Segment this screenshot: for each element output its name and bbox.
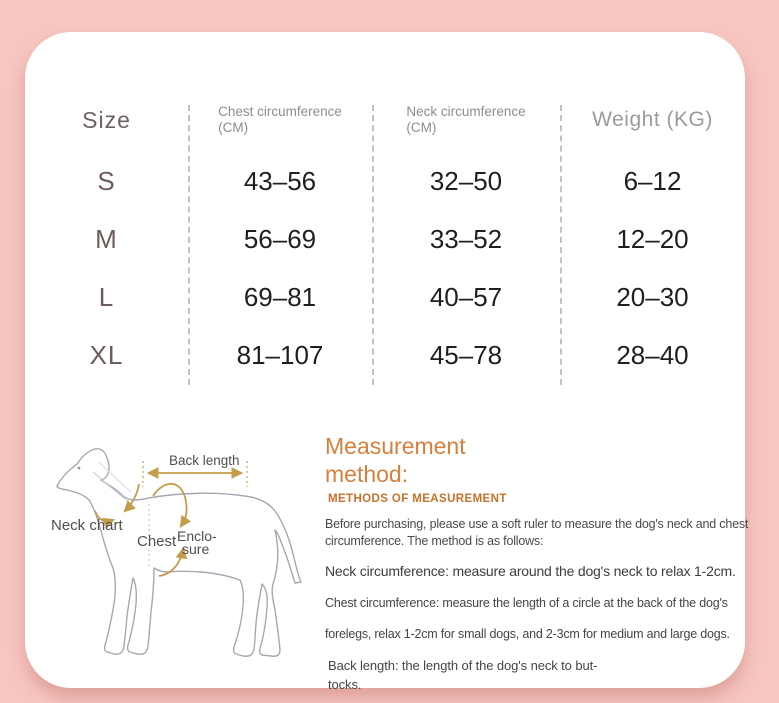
neck-value: 33–52 [429, 223, 503, 254]
measurement-method-section [325, 432, 749, 694]
column-header-weight [560, 88, 745, 152]
intro-line2: circumference. The method is as follows: [325, 534, 544, 548]
dog-outline [57, 449, 301, 656]
column-header-label: Chest circumference [218, 104, 342, 119]
neck-chart-label: Neck chart [51, 517, 123, 534]
measurement-method-subtitle: METHODS OF MEASUREMENT [328, 493, 507, 505]
weight-value: 20–30 [616, 281, 689, 312]
chest-instruction-line2: forelegs, relax 1-2cm for small dogs, and 2-3cm for medium and large dogs. [325, 627, 730, 641]
column-header-size [25, 88, 188, 152]
intro-paragraph [325, 516, 749, 550]
dog-measurement-diagram [33, 420, 328, 685]
column-header-chest [188, 88, 372, 152]
column-header-unit: (CM) [406, 120, 437, 135]
column-header-unit: (CM) [218, 120, 249, 135]
measurement-method-title-line2: method: [325, 461, 409, 487]
weight-value: 12–20 [616, 223, 689, 254]
intro-line1: Before purchasing, please use a soft ruler to measure the dog's neck and chest [325, 517, 749, 531]
back-length-instruction-line2: tocks. [328, 677, 362, 692]
chest-value: 56–69 [243, 223, 317, 254]
dog-eye [78, 467, 81, 470]
chest-value: 43–56 [243, 165, 317, 196]
enclosure-label-line1: Enclo- [177, 528, 217, 544]
dog-neck-sketch-line [99, 462, 131, 492]
column-header-label: Size [82, 106, 131, 133]
back-length-label: Back length [169, 453, 240, 468]
size-chart-card [25, 32, 749, 692]
chest-instruction-line1: Chest circumference: measure the length of a circle at the back of the dog's [325, 596, 728, 610]
size-label: L [98, 281, 115, 312]
chest-loop-top-arrow [153, 484, 187, 526]
measurement-method-title [325, 432, 743, 488]
column-header-neck [372, 88, 560, 152]
column-header-label: Neck circumference [406, 104, 526, 119]
size-table [25, 88, 745, 384]
weight-value: 28–40 [616, 339, 689, 370]
neck-instruction: Neck circumference: measure around the dog's neck to relax 1-2cm. [325, 563, 736, 579]
neck-value: 40–57 [429, 281, 503, 312]
back-length-instruction [328, 656, 743, 694]
chest-instruction [325, 588, 743, 650]
neck-value: 32–50 [429, 165, 503, 196]
size-label: S [97, 165, 116, 196]
back-length-instruction-line1: Back length: the length of the dog's neck to but- [328, 658, 598, 673]
size-label: XL [89, 339, 124, 370]
chest-value: 69–81 [243, 281, 317, 312]
dog-neck-sketch-line [93, 472, 129, 502]
neck-value: 45–78 [429, 339, 503, 370]
column-header-label: Weight (KG) [592, 108, 713, 131]
enclosure-label-line2: sure [182, 541, 210, 557]
dog-diagram-svg [33, 420, 328, 685]
size-label: M [95, 223, 118, 254]
chest-label: Chest [137, 533, 177, 550]
chest-value: 81–107 [236, 339, 324, 370]
weight-value: 6–12 [623, 165, 682, 196]
measurement-method-title-line1: Measurement [325, 433, 466, 459]
